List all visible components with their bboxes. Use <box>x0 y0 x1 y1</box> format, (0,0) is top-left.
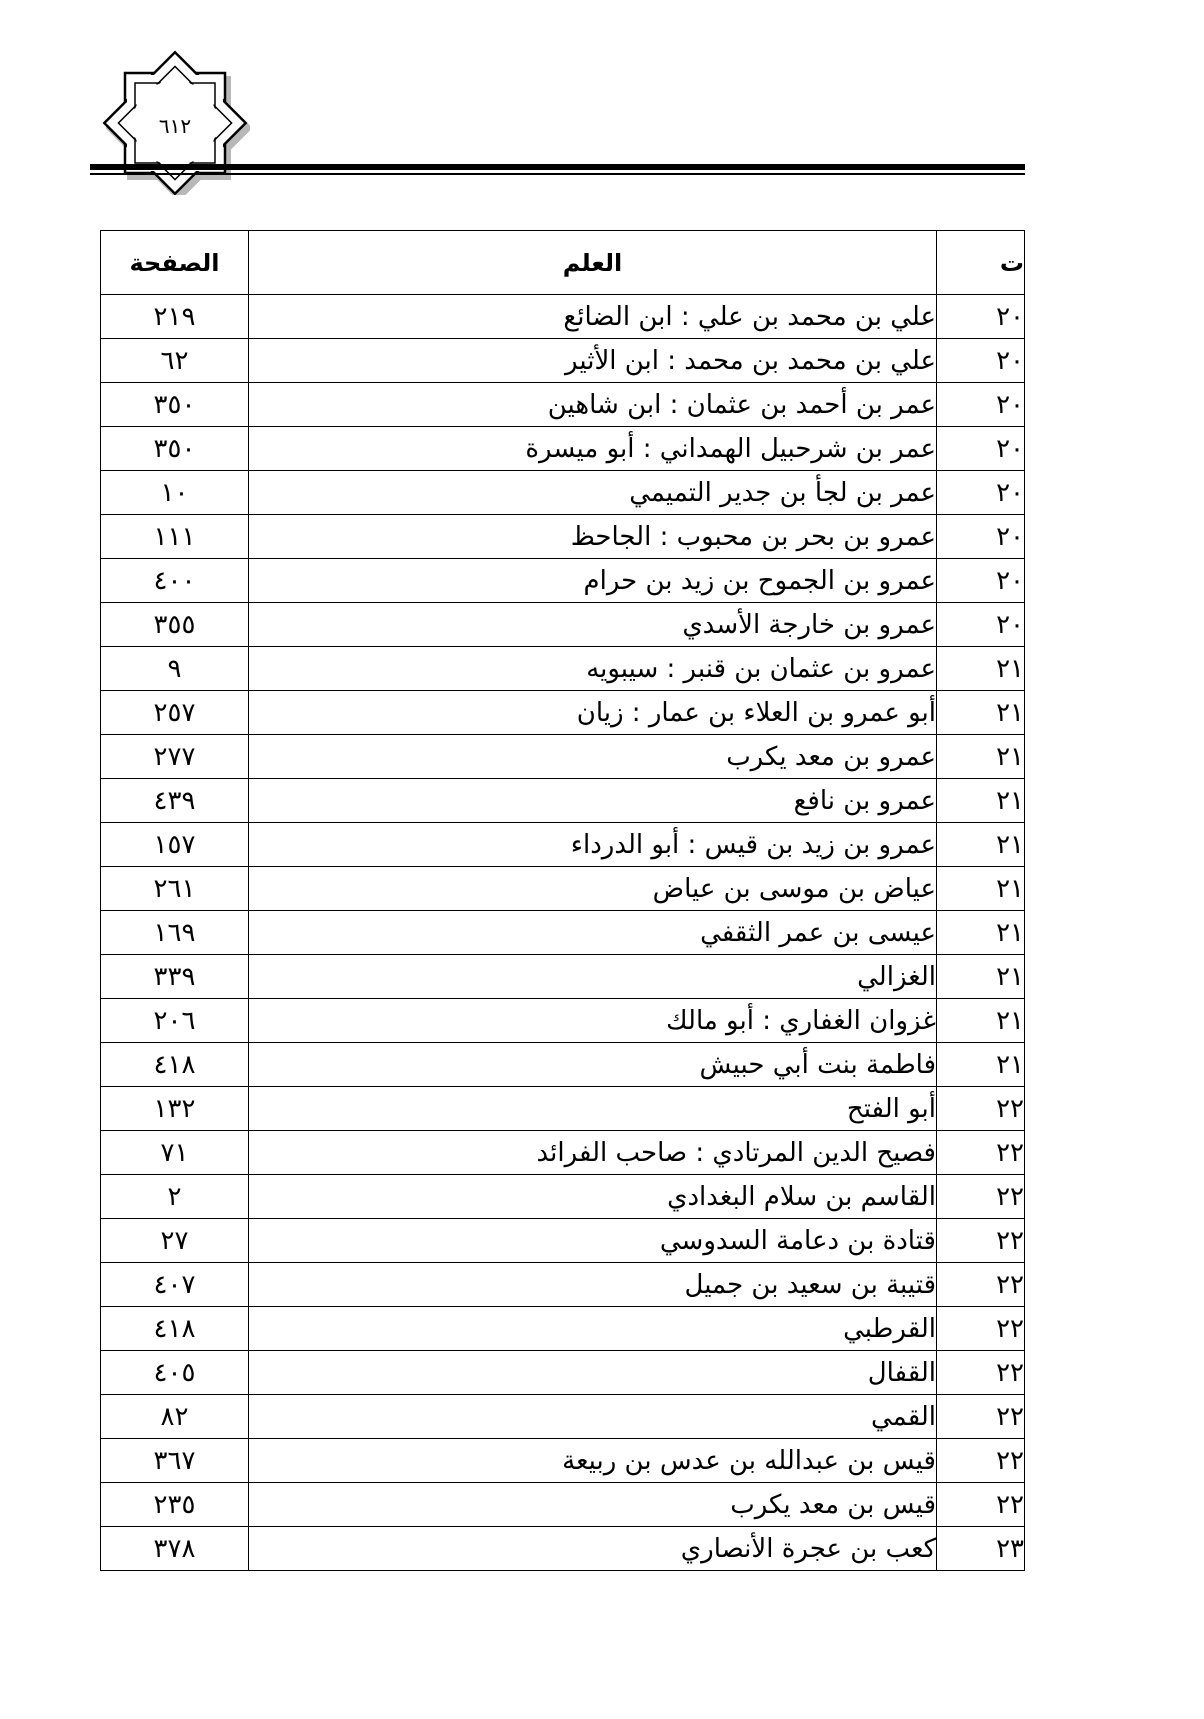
table-row <box>101 383 1025 427</box>
row-num: ٢٢ <box>937 1131 1025 1175</box>
table-row <box>101 1307 1025 1351</box>
row-page: ١٣٢ <box>101 1087 249 1131</box>
header-num: ت <box>937 231 1025 295</box>
row-num: ٢٠ <box>937 515 1025 559</box>
table-row <box>101 823 1025 867</box>
row-name: قيس بن معد يكرب <box>249 1483 937 1527</box>
table-row <box>101 867 1025 911</box>
table-row <box>101 471 1025 515</box>
table-row <box>101 1131 1025 1175</box>
row-num: ٢٢ <box>937 1087 1025 1131</box>
header-name: العلم <box>249 231 937 295</box>
row-page: ٦٢ <box>101 339 249 383</box>
table-row <box>101 1043 1025 1087</box>
row-num: ٢١ <box>937 955 1025 999</box>
row-page: ٢٥٧ <box>101 691 249 735</box>
row-page: ٨٢ <box>101 1395 249 1439</box>
row-page: ٣٥٠ <box>101 383 249 427</box>
row-page: ٤٣٩ <box>101 779 249 823</box>
row-name: عمرو بن زيد بن قيس : أبو الدرداء <box>249 823 937 867</box>
row-page: ١٦٩ <box>101 911 249 955</box>
row-name: القفال <box>249 1351 937 1395</box>
row-name: أبو عمرو بن العلاء بن عمار : زيان <box>249 691 937 735</box>
row-name: عمرو بن خارجة الأسدي <box>249 603 937 647</box>
row-name: القمي <box>249 1395 937 1439</box>
row-page: ٢٧ <box>101 1219 249 1263</box>
row-page: ٤٠٠ <box>101 559 249 603</box>
row-name: فاطمة بنت أبي حبيش <box>249 1043 937 1087</box>
table-row <box>101 735 1025 779</box>
row-num: ٢٢ <box>937 1263 1025 1307</box>
row-num: ٢٠ <box>937 427 1025 471</box>
row-name: فصيح الدين المرتادي : صاحب الفرائد <box>249 1131 937 1175</box>
row-name: عياض بن موسى بن عياض <box>249 867 937 911</box>
table-row <box>101 295 1025 339</box>
row-name: عمرو بن الجموح بن زيد بن حرام <box>249 559 937 603</box>
row-name: قيس بن عبدالله بن عدس بن ربيعة <box>249 1439 937 1483</box>
row-num: ٢٠ <box>937 339 1025 383</box>
row-page: ٩ <box>101 647 249 691</box>
row-page: ٣٥٠ <box>101 427 249 471</box>
table-row <box>101 1219 1025 1263</box>
row-page: ٧١ <box>101 1131 249 1175</box>
row-num: ٢٠ <box>937 295 1025 339</box>
row-num: ٢١ <box>937 691 1025 735</box>
row-page: ٤٠٧ <box>101 1263 249 1307</box>
row-num: ٢٢ <box>937 1483 1025 1527</box>
row-num: ٢٠ <box>937 559 1025 603</box>
row-name: عمر بن أحمد بن عثمان : ابن شاهين <box>249 383 937 427</box>
row-name: عمرو بن نافع <box>249 779 937 823</box>
row-name: كعب بن عجرة الأنصاري <box>249 1527 937 1571</box>
table-row <box>101 559 1025 603</box>
row-page: ٢٦١ <box>101 867 249 911</box>
row-num: ٢٢ <box>937 1439 1025 1483</box>
table-row <box>101 779 1025 823</box>
row-page: ١١١ <box>101 515 249 559</box>
row-num: ٢١ <box>937 647 1025 691</box>
row-page: ٣٦٧ <box>101 1439 249 1483</box>
row-page: ٣٧٨ <box>101 1527 249 1571</box>
row-page: ٤١٨ <box>101 1043 249 1087</box>
table-row <box>101 1483 1025 1527</box>
table-row <box>101 339 1025 383</box>
row-num: ٢٢ <box>937 1395 1025 1439</box>
row-name: علي بن محمد بن علي : ابن الضائع <box>249 295 937 339</box>
table-row <box>101 647 1025 691</box>
table-row <box>101 1263 1025 1307</box>
row-name: غزوان الغفاري : أبو مالك <box>249 999 937 1043</box>
table-row <box>101 955 1025 999</box>
row-num: ٢١ <box>937 735 1025 779</box>
table-row <box>101 427 1025 471</box>
row-num: ٢١ <box>937 867 1025 911</box>
table-row <box>101 1351 1025 1395</box>
row-name: عمرو بن بحر بن محبوب : الجاحظ <box>249 515 937 559</box>
table-row <box>101 1175 1025 1219</box>
row-name: عمرو بن معد يكرب <box>249 735 937 779</box>
row-name: علي بن محمد بن محمد : ابن الأثير <box>249 339 937 383</box>
table-row <box>101 911 1025 955</box>
header-rule-thick <box>90 164 1025 170</box>
row-num: ٢١ <box>937 823 1025 867</box>
names-index-table <box>100 230 1025 1571</box>
row-page: ٣٥٥ <box>101 603 249 647</box>
row-num: ٢٠ <box>937 383 1025 427</box>
row-page: ٢١٩ <box>101 295 249 339</box>
row-name: عمر بن لجأ بن جدير التميمي <box>249 471 937 515</box>
row-page: ٤٠٥ <box>101 1351 249 1395</box>
table-row <box>101 1395 1025 1439</box>
row-num: ٢١ <box>937 779 1025 823</box>
row-num: ٢١ <box>937 999 1025 1043</box>
row-name: القاسم بن سلام البغدادي <box>249 1175 937 1219</box>
row-page: ٢٣٥ <box>101 1483 249 1527</box>
header-page: الصفحة <box>101 231 249 295</box>
table-row <box>101 1087 1025 1131</box>
table-row <box>101 515 1025 559</box>
header-rule-thin <box>90 173 1025 175</box>
row-num: ٢٠ <box>937 471 1025 515</box>
row-num: ٢٢ <box>937 1175 1025 1219</box>
table-header-row <box>101 231 1025 295</box>
row-num: ٢٢ <box>937 1307 1025 1351</box>
row-num: ٢٠ <box>937 603 1025 647</box>
row-num: ٢١ <box>937 1043 1025 1087</box>
row-num: ٢١ <box>937 911 1025 955</box>
row-num: ٢٢ <box>937 1351 1025 1395</box>
row-name: الغزالي <box>249 955 937 999</box>
row-num: ٢٢ <box>937 1219 1025 1263</box>
row-page: ٢ <box>101 1175 249 1219</box>
row-page: ٢٧٧ <box>101 735 249 779</box>
page-number: ٦١٢ <box>158 114 192 138</box>
row-name: قتيبة بن سعيد بن جميل <box>249 1263 937 1307</box>
row-name: قتادة بن دعامة السدوسي <box>249 1219 937 1263</box>
row-name: عمرو بن عثمان بن قنبر : سيبويه <box>249 647 937 691</box>
row-name: أبو الفتح <box>249 1087 937 1131</box>
row-name: القرطبي <box>249 1307 937 1351</box>
table-row <box>101 1527 1025 1571</box>
row-page: ١٠ <box>101 471 249 515</box>
row-num: ٢٣ <box>937 1527 1025 1571</box>
table-row <box>101 1439 1025 1483</box>
row-name: عمر بن شرحبيل الهمداني : أبو ميسرة <box>249 427 937 471</box>
table-row <box>101 999 1025 1043</box>
row-name: عيسى بن عمر الثقفي <box>249 911 937 955</box>
row-page: ٤١٨ <box>101 1307 249 1351</box>
table-row <box>101 691 1025 735</box>
row-page: ١٥٧ <box>101 823 249 867</box>
table-row <box>101 603 1025 647</box>
row-page: ٣٣٩ <box>101 955 249 999</box>
row-page: ٢٠٦ <box>101 999 249 1043</box>
